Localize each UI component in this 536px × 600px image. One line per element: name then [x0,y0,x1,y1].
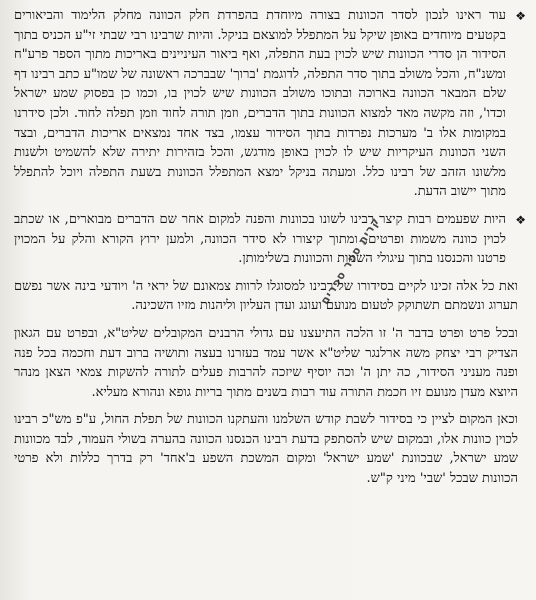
paragraph-text: עוד ראינו לנכון לסדר הכוונות בצורה מיוחדת בהפרדת חלק הכוונה מחלק הלימוד והביאורים בקטעים מיוחדים באופן שיקל על המתפלל למוצאם בניקל. והיות שרבינו רבי שבתי זי"ע הכניס בתוך הסידור הן סדרי הכוונות שיש לכוין בעת התפלה, ואף ביאור העיניינים באריכות מתוך הספר פרע"ח ומשנ"ח, והכל משולב בתוך סדר התפלה, לדוגמת 'ברוך' שבברכה ראשונה של שמו"ע כתב רבינו דף שלם המבאר הכוונה בארוכה ובתוכו משולב הכוונות שיש לכוין בו, וכמו כן בפסוק שמע ישראל וכדו', וזה מקשה מאד למצוא הכוונות בתוך הדברים, וזמן תורה לחוד וזמן תפלה לחוד. ולכן סידרנו במקומות אלו ב' מערכות נפרדות בתוך הסידור עצמו, בצד אחד נמצאים אריכות הדברים, ובצד השני הכוונות העיקריות שיש לו לכוין באופן מודגש, והכל בזהירות יתירה שלא להשמיט ולשנות מלשונו הזהב של רבינו כלל. ומעתה בניקל ימצא המתפלל הכוונות בשעת התפלה ויוכל להתפלל מתוך יישוב הדעת. [14,8,506,200]
diamond-bullet-icon: ❖ [515,212,526,227]
paragraph-shabbat-note [14,410,526,488]
paragraph-text: ובכל פרט ופרט בדבר ה' זו הלכה התיעצנו עם גדולי הרבנים המקובלים שליט"א, ובפרט עם הגאון הצדיק רבי יצחק משה ארלנגר שליט"א אשר עמד בעזרנו בעצה ותושיה ברוב דעת וחכמה בכל פנה ופנה מעניני הסידור, כה יתן ה' וכה יוסיף שיזכה להרבות פעלים לתורה להשקות צמאי הצאן מנהר היוצא מעדן מנועם זיו חכמת התורה עוד רבות בשנים מתוך בריות גופא ונהורא מעליא. [14,325,518,400]
paragraph-fulfillment [14,277,526,316]
diamond-bullet-icon: ❖ [515,9,526,23]
paragraph-kavanot-arrangement [14,6,526,202]
paragraph-rabbinical-consultation [14,324,526,402]
paragraph-text: היות שפעמים רבות קיצר רבינו לשונו בכוונות והפנה למקום אחר שם הדברים מבוארים, או שכתב לכוין כוונה משמות ופרטים, ומתוך קיצורו לא סידר הכוונה, ולמען ירוץ הקורא והלק על המכוין פרטנו והכנסנו בתוך עיגולי השמות והכוונות בשלימותן. [14,211,506,267]
paragraph-abbreviations [14,210,526,269]
paragraph-text: ואת כל אלה זכינו לקיים בסידורו של רבינו למסוגלו לרוות צמאונם של יראי ה' ויודעי בינה אשר נפשם תערוג ונשמתם תשתוקק לטעום מנועם ועונג ועדן העליון וליהנות מזיו השכינה. [14,278,518,314]
paragraph-text: וכאן המקום לציין כי בסידור לשבת קודש השלמנו והעתקנו הכוונות של תפלת החול, ע"פ מש"כ רבינו לכוין כוונות אלו, ובמקום שיש להסתפק בדעת רבינו הכנסנו הכוונה בהערה בשולי העמוד, לבד מכוונות שמע ישראל, שבכוונת 'שמע ישראל' ומקום המשכת השפע ב'אחד' רק בדרך כללות ולא פרטי הכוונות שבכל 'שבי' מיני ק"ש. [14,412,518,487]
stamp-text: קרית ספר ספרים [318,214,383,307]
